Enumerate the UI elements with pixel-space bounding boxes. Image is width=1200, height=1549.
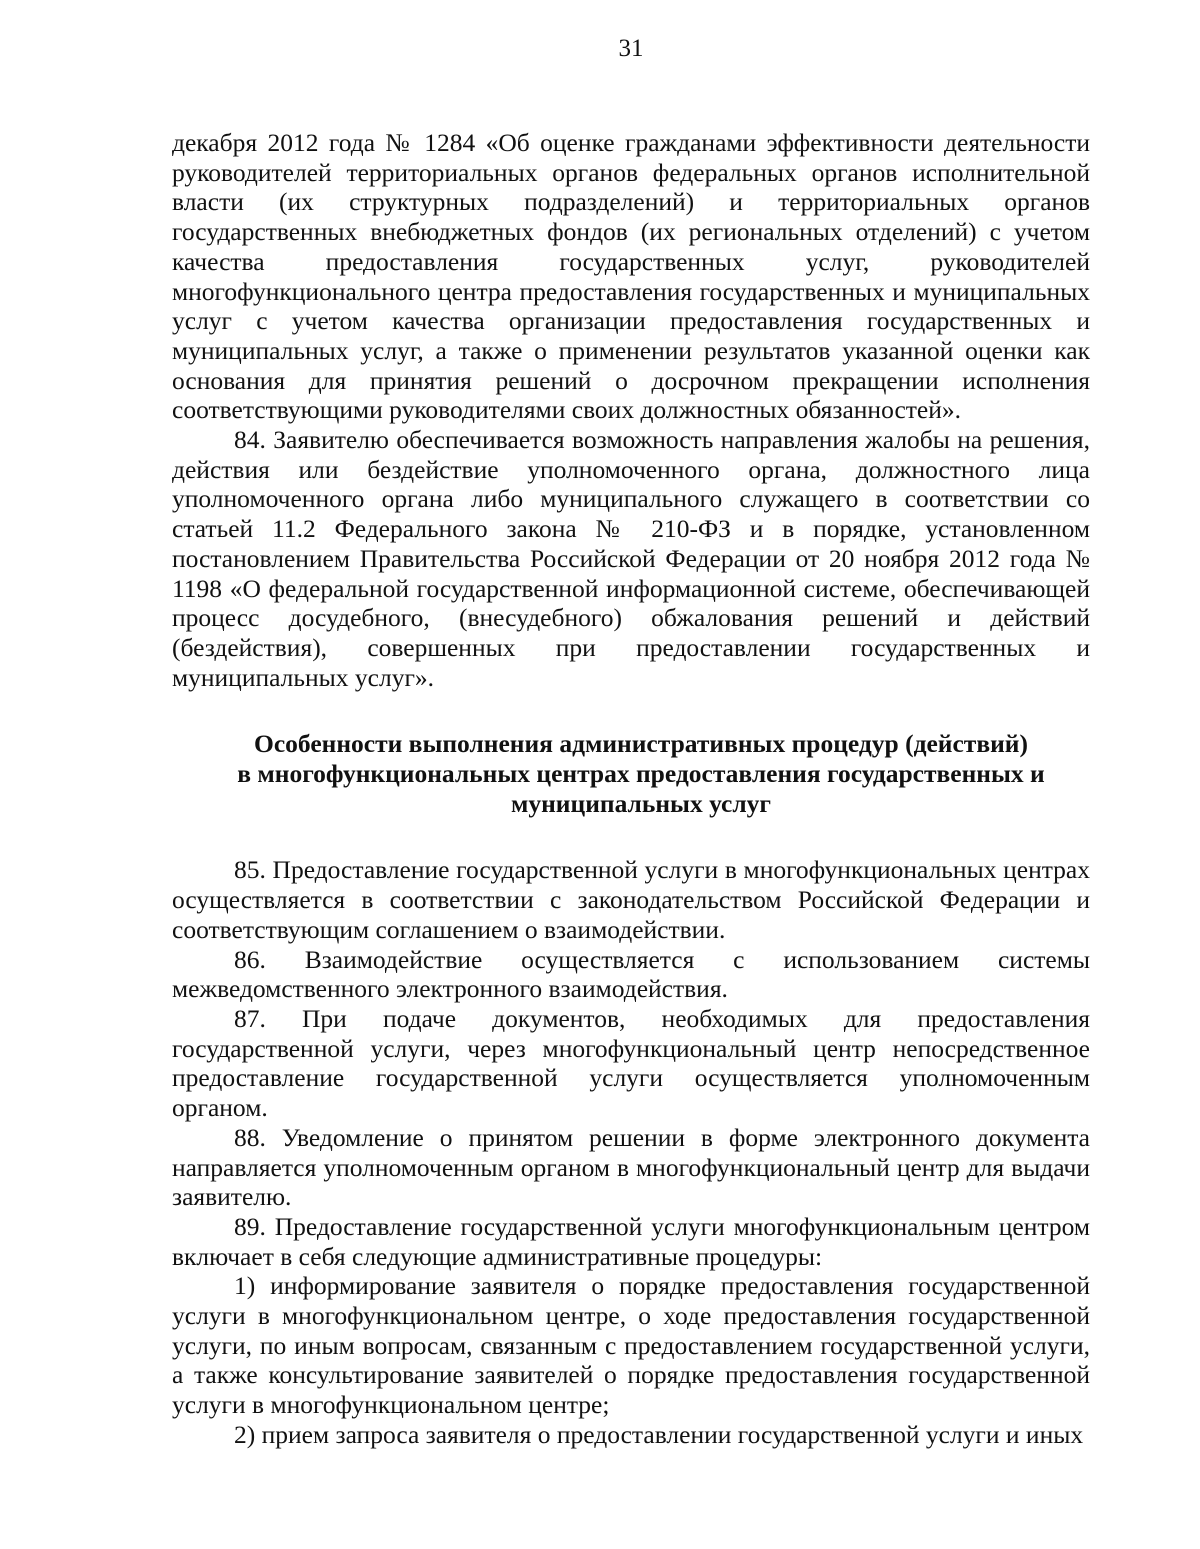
section-heading-line: в многофункциональных центрах предоставления государственных и [237,759,1045,789]
section-heading-line: муниципальных услуг [511,788,771,818]
paragraph-continuation: декабря 2012 года № 1284 «Об оценке гражданами эффективности деятельности руководителей территориальных органов федеральных органов исполнительной власти (их структурных подразделений) и территориальных органов государственных внебюджетных фондов (их региональных отделений) с учетом качества предоставления государственных услуг, руководителей многофункционального центра предоставления государственных и муниципальных услуг с учетом качества организации предоставления государственных и муниципальных услуг, а также о применении результатов указанной оценки как основания для принятия решений о досрочном прекращении исполнения соответствующими руководителями своих должностных обязанностей». [172,128,1090,425]
paragraph-87: 87. При подаче документов, необходимых для предоставления государственной услуги, через многофункциональный центр непосредственное предоставление государственной услуги осуществляется уполномоченным органом. [172,1003,1090,1123]
section-heading-line: Особенности выполнения административных процедур (действий) [254,729,1028,759]
document-body [172,128,1090,1450]
paragraph-88: 88. Уведомление о принятом решении в форме электронного документа направляется уполномоченным органом в многофункциональный центр для выдачи заявителю. [172,1122,1090,1212]
paragraph-89: 89. Предоставление государственной услуги многофункциональным центром включает в себя следующие административные процедуры: [172,1211,1090,1271]
paragraph-86: 86. Взаимодействие осуществляется с использованием системы межведомственного электронного взаимодействия. [172,944,1090,1004]
list-item-1: 1) информирование заявителя о порядке предоставления государственной услуги в многофункциональном центре, о ходе предоставления государственной услуги, по иным вопросам, связанным с предоставлением государственной услуги, а также консультирование заявителей о порядке предоставления государственной услуги в многофункциональном центре; [172,1271,1090,1420]
paragraph-84: 84. Заявителю обеспечивается возможность направления жалобы на решения, действия или бездействие уполномоченного органа, должностного лица уполномоченного органа либо муниципального служащего в соответствии со статьей 11.2 Федерального закона № 210-ФЗ и в порядке, установленном постановлением Правительства Российской Федерации от 20 ноября 2012 года № 1198 «О федеральной государственной информационной системе, обеспечивающей процесс досудебного, (внесудебного) обжалования решений и действий (бездействия), совершенных при предоставлении государственных и муниципальных услуг». [172,425,1090,692]
page-number: 31 [618,35,644,62]
paragraph-85: 85. Предоставление государственной услуги в многофункциональных центрах осуществляется в соответствии с законодательством Российской Федерации и соответствующим соглашением о взаимодействии. [172,855,1090,944]
list-item-2: 2) прием запроса заявителя о предоставлении государственной услуги и иных [234,1419,1084,1449]
section-heading [172,729,1090,818]
